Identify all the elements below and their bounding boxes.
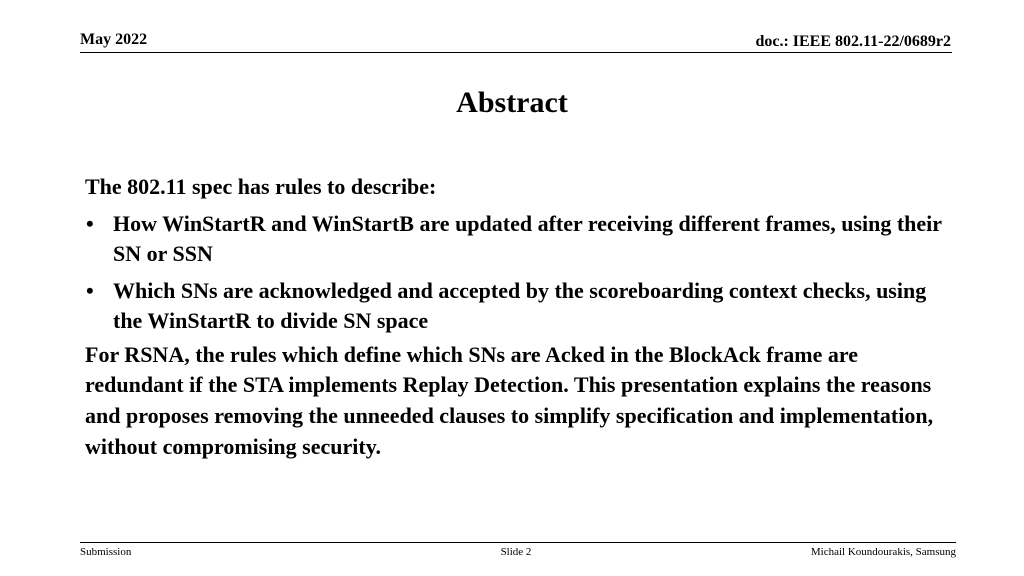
footer-divider (80, 542, 956, 543)
list-item (85, 276, 945, 337)
bullet-icon: • (86, 210, 94, 236)
list-item (85, 209, 945, 270)
slide-body (85, 172, 945, 462)
bullet-list (85, 209, 945, 337)
bullet-icon: • (86, 277, 94, 303)
footer-submission: Submission (80, 546, 132, 558)
footer-slide-number: Slide 2 (500, 546, 532, 558)
list-item-text: Which SNs are acknowledged and accepted by the scoreboarding context checks, using the WinStartR to divide SN space (113, 277, 927, 333)
header-date: May 2022 (80, 31, 148, 48)
header-divider (80, 52, 952, 53)
summary-paragraph: For RSNA, the rules which define which SNs are Acked in the BlockAck frame are redundant if the STA implements Replay Detection. This presentation explains the reasons and proposes removing the unneeded clauses to simplify specification and implementation, without compromising security. (85, 341, 934, 459)
footer-author: Michail Koundourakis, Samsung (810, 546, 956, 558)
slide-title: Abstract (456, 86, 568, 119)
intro-text: The 802.11 spec has rules to describe: (85, 174, 437, 199)
list-item-text: How WinStartR and WinStartB are updated after receiving different frames, using their SN or SSN (113, 210, 942, 266)
header-doc-id: doc.: IEEE 802.11-22/0689r2 (755, 33, 951, 50)
